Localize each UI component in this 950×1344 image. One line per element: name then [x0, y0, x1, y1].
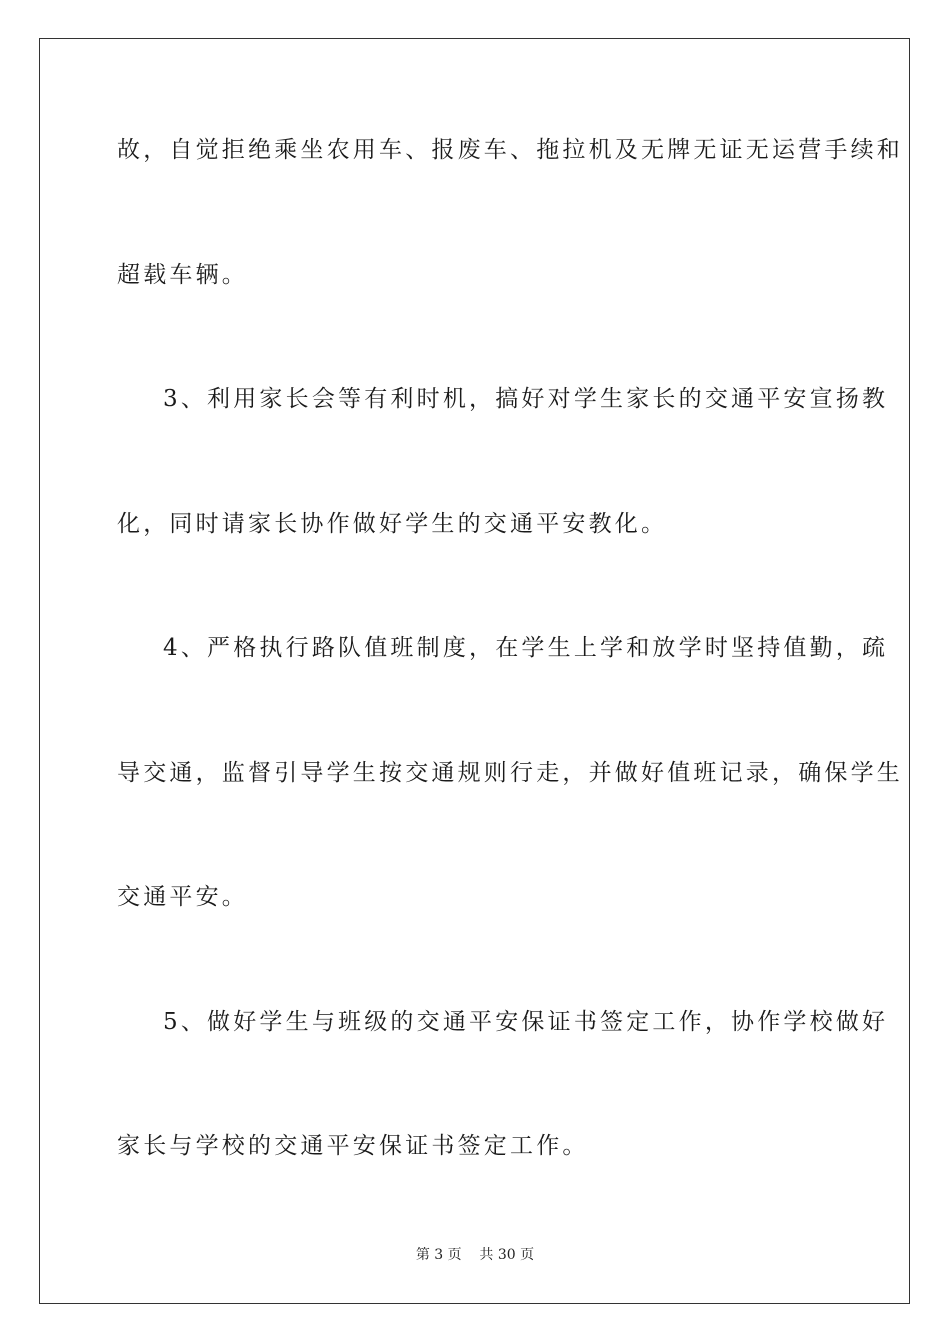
paragraph-line: 故，自觉拒绝乘坐农用车、报废车、拖拉机及无牌无证无运营手续和: [117, 137, 903, 163]
paragraph-line: 交通平安。: [117, 884, 248, 910]
paragraph-line: 导交通，监督引导学生按交通规则行走，并做好值班记录，确保学生: [117, 760, 903, 786]
paragraph-line: 家长与学校的交通平安保证书签定工作。: [117, 1133, 589, 1159]
paragraph-line: 5、做好学生与班级的交通平安保证书签定工作，协作学校做好: [163, 1009, 889, 1035]
paragraph-line: 化，同时请家长协作做好学生的交通平安教化。: [117, 511, 668, 537]
paragraph-line: 4、严格执行路队值班制度，在学生上学和放学时坚持值勤，疏: [163, 635, 889, 661]
paragraph-line: 3、利用家长会等有利时机，搞好对学生家长的交通平安宣扬教: [163, 386, 889, 412]
page-number-footer: 第 3 页 共 30 页: [415, 1247, 535, 1263]
page-border: [39, 38, 910, 1304]
paragraph-line: 超载车辆。: [117, 262, 248, 288]
